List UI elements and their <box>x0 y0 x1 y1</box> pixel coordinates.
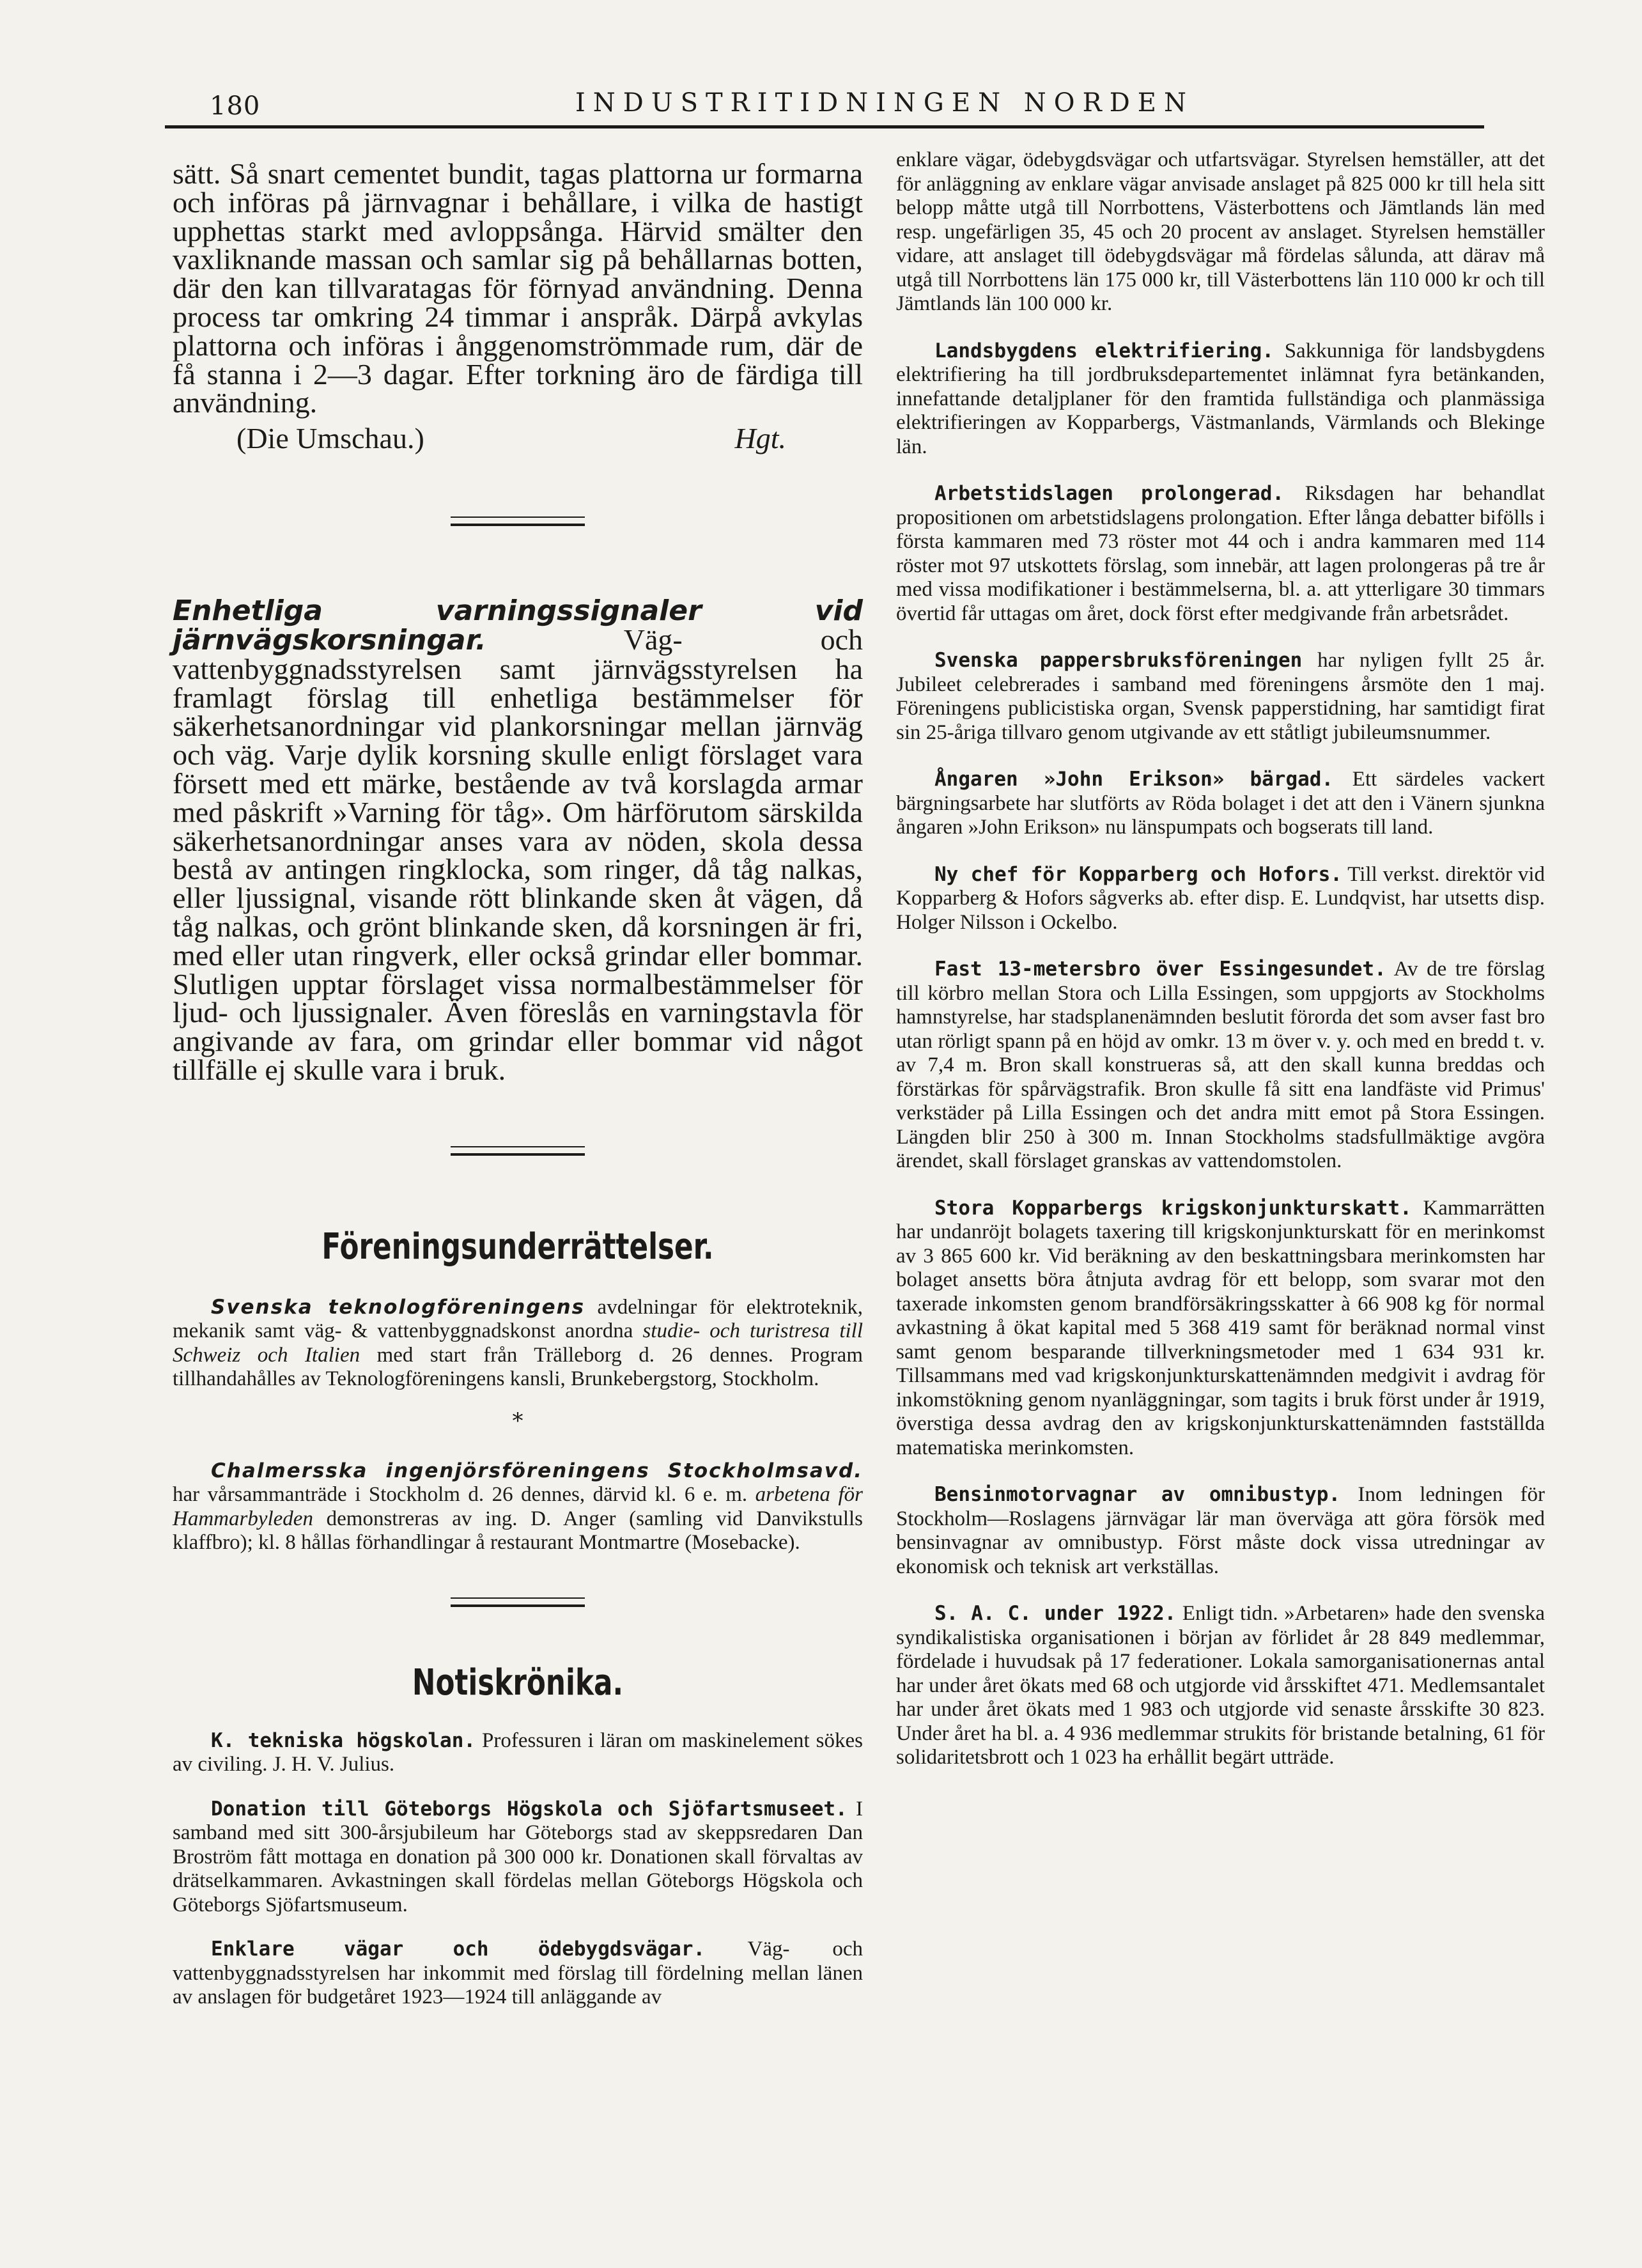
landsbygd-item <box>896 339 1545 460</box>
arbetstid-item <box>896 482 1545 626</box>
enklare-item <box>173 1938 863 2010</box>
enklare-heading: Enklare vägar och ödebygdsvägar. <box>211 1938 706 1961</box>
angaren-text: Ett särdeles vackert bärgningsarbete har slutförts av Röda bolaget i det att den i Vänern sjunkna ångaren »John Erikson» nu länspumpats och bogserats till land. <box>896 768 1545 839</box>
teknolog-heading: Svenska teknologföreningens <box>211 1295 585 1319</box>
sac-item <box>896 1602 1545 1770</box>
fastbro-text: Av de tre förslag till körbro mellan Stora och Lilla Essingen, som uppgjorts av Stockholms hamnstyrelse, har stadsplanenämnden beslutit förorda det som avser fast bro utan rörligt spann på en höjd av omkr. 13 m över v. y. och med en bredd t. v. av 7,4 m. Bron skall konstrueras så, att den skall kunna breddas och förstärkas för spårvägstrafik. Bron skulle få sitt ena landfäste vid Primus' verkstäder på Lilla Essingen och det andra mitt emot på Stora Essingen. Längden blir 250 à 300 m. Innan Stockholms stadsfullmäktige avgöra ärendet, skall förslaget granskas av vattendomstolen. <box>896 958 1545 1172</box>
ktekniska-text: Professuren i läran om maskinelement sökes av civiling. J. H. V. Julius. <box>173 1728 863 1776</box>
continuation-paragraph: enklare vägar, ödebygdsvägar och utfartsvägar. Styrelsen hemställer, att det för anläggning av enklare vägar anvisade anslaget på 825 000 kr till hela sitt belopp måtte utgå till Norrbottens, Västerbottens och Jämtlands län med resp. ungefärligen 35, 45 och 20 procent av anslaget. Styrelsen hemställer vidare, att anslaget till ödebygdsvägar må fördelas sålunda, att därav må utgå till Norrbottens län 175 000 kr, till Västerbottens län 110 000 kr och till Jämtlands län 100 000 kr. <box>896 148 1545 315</box>
ktekniska-heading: K. tekniska högskolan. <box>211 1728 476 1752</box>
sac-text: Enligt tidn. »Arbetaren» hade den svenska syndikalistiska organisationen i början av förlidet år 28 849 medlemmar, fördelade i huvudsak på 17 federationer. Lokala samorganisationernas antal har under året ökats med 68 och utgjorde vid årsskiftet 471. Medlemsantalet har under året ökats med 1 983 och utgjorde vid senaste årsskifte 30 823. Under året ha bl. a. 4 936 medlemmar strukits för bristande betalning, 61 för solidaritetsbrott och 1 023 ha erhållit begärt utträde. <box>896 1602 1545 1769</box>
right-column <box>896 148 1545 1770</box>
arbetstid-heading: Arbetstidslagen prolongerad. <box>934 482 1285 505</box>
page-number: 180 <box>210 91 261 121</box>
pappers-heading: Svenska pappersbruksföreningen <box>934 649 1303 672</box>
section-divider <box>451 517 585 526</box>
teknolog-text-2: med start från Trälleborg d. 26 dennes. Program tillhandahålles av Teknologföreningens kansli, Brunkebergstorg, Stockholm. <box>173 1343 863 1391</box>
signals-text: Väg- och vattenbyggnadsstyrelsen samt järnvägsstyrelsen ha framlagt förslag till enhetliga bestämmelser för säkerhetsanordningar vid plankorsningar mellan järnväg och väg. Varje dylik korsning skulle enligt förslaget vara försett med ett märke, bestående av två korslagda armar med påskrift »Varning för tåg». Om härförutom särskilda säkerhetsanordningar anses vara av nöden, skola dessa bestå av antingen ringklocka, som ringer, då tåg nalkas, eller ljussignal, visande rött blinkande sken åt vägen, då tåg nalkas, och grönt blinkande sken, då korsningen är fri, med eller utan ringverk, eller också grindar eller bommar. Slutligen upptar förslaget vissa normalbestämmelser för ljud- och ljussignaler. Även föreslås en varningstavla för angivande av fara, om grindar eller bommar vid något tillfälle ej skulle vara i bruk. <box>173 623 863 1086</box>
sac-heading: S. A. C. under 1922. <box>934 1602 1177 1625</box>
chalmers-italic: arbetena för Hammarbyleden <box>173 1483 863 1530</box>
author-signature: Hgt. <box>734 422 786 455</box>
fastbro-item <box>896 958 1545 1174</box>
chalmers-text-2: demonstreras av ing. D. Anger (samling vid Danvikstulls klaffbro); kl. 8 hållas förhandlingar å restaurant Montmartre (Mosebacke). <box>173 1507 863 1555</box>
intro-paragraph: sätt. Så snart cementet bundit, tagas plattorna ur formarna och införas på järnvagnar i behållare, i vilka de hastigt upphettas starkt med avloppsånga. Härvid smälter den vaxliknande massan och samlar sig på behållarnas botten, där den kan tillvaratagas för förnyad användning. Denna process tar omkring 24 timmar i anspråk. Därpå avkylas plattorna och införas i ånggenomströmmade rum, där de få stanna i 2—3 dagar. Efter torkning äro de färdiga till användning. <box>173 157 863 419</box>
stora-heading: Stora Kopparbergs krigskonjunkturskatt. <box>934 1196 1412 1220</box>
arbetstid-text: Riksdagen har behandlat propositionen om arbetstidslagens prolongation. Efter långa debatter bifölls i första kammaren med 73 röster mot 44 och i andra kammaren med 114 röster mot 97 utskottets förslag, som innebär, att lagen prolongeras på tre år med vissa modifikationer i bestämmelserna, bl. a. att ytterligare 30 timmars övertid får uttagas om året, dock först efter medgivande från arbetsrådet. <box>896 482 1545 625</box>
enklare-text: Väg- och vattenbyggnadsstyrelsen har inkommit med förslag till fördelning mellan länen av anslagen för budgetåret 1923—1924 till anläggande av <box>173 1938 864 2009</box>
bensin-text: Inom ledningen för Stockholm—Roslagens järnvägar lär man överväga att göra försök med bensinvagnar av omnibustyp. Först måste dock vissa utredningar av ekonomisk och teknisk art verkställas. <box>896 1483 1545 1578</box>
stora-item <box>896 1197 1545 1461</box>
bensin-heading: Bensinmotorvagnar av omnibustyp. <box>934 1483 1341 1506</box>
notis-title: Notiskrönika. <box>412 1661 624 1704</box>
chalmers-item <box>173 1459 863 1555</box>
source-line <box>173 417 863 455</box>
angaren-item <box>896 768 1545 840</box>
left-column <box>173 157 864 2010</box>
bensin-item <box>896 1483 1545 1579</box>
angaren-heading: Ångaren »John Erikson» bärgad. <box>934 768 1334 791</box>
teknolog-italic: studie- och turistresa till Schweiz och Italien <box>173 1319 863 1367</box>
pappers-text: har nyligen fyllt 25 år. Jubileet celebrerades i samband med föreningens årsmöte den 1 maj. Föreningens publicistiska organ, Svensk papperstidning, har samtidigt firat sin 25-åriga tillvaro genom utgivande av ett ståtligt jubileumsnummer. <box>896 649 1545 744</box>
nychef-heading: Ny chef för Kopparberg och Hofors. <box>934 862 1342 886</box>
donation-heading: Donation till Göteborgs Högskola och Sjöfartsmuseet. <box>211 1797 848 1821</box>
stora-text: Kammarrätten har undanröjt bolagets taxering till krigskonjunkturskatt för en merinkomst av 3 865 600 kr. Vid beräkning av den beskattningsbara merinkomsten har bolaget ansetts böra åtnjuta avdrag för ett belopp, som svarar mot den taxerade inkomsten genom brandförsäkringsskatter à 66 908 kg för normal avkastning å ökat kapital med 5 368 419 samt för beräknad normal vinst samt genom besparande tillverkningsmetoder med 1 634 931 kr. Tillsammans med vad krigskonjunkturskattenämnden medgivit i avdrag för inkomstökning genom nyanläggningar, som tagits i bruk först under år 1919, överstiga dessa avdrag den av krigskonjunkturskattenämnden fastställda matematiska merinkomsten. <box>896 1196 1545 1459</box>
source-citation: (Die Umschau.) <box>236 422 424 455</box>
signals-heading: Enhetliga varningssignaler vid järnvägskorsningar. <box>173 594 863 656</box>
donation-item <box>173 1798 863 1918</box>
section-divider <box>451 1146 585 1156</box>
fastbro-heading: Fast 13-metersbro över Essingesundet. <box>934 958 1386 981</box>
landsbygd-heading: Landsbygdens elektrifiering. <box>934 339 1274 362</box>
item-separator: * <box>512 1408 523 1434</box>
ktekniska-item <box>173 1729 863 1777</box>
signals-article <box>173 596 863 1085</box>
teknolog-item <box>173 1296 863 1392</box>
chalmers-heading: Chalmersska ingenjörsföreningens Stockholmsavd. <box>211 1459 863 1482</box>
journal-title: INDUSTRITIDNINGEN NORDEN <box>575 88 1194 118</box>
landsbygd-text: Sakkunniga för landsbygdens elektrifiering ha till jordbruksdepartementet inlämnat fyra betänkanden, innefattande detaljplaner för den framtida fullständiga och planmässiga elektrifieringen av Kopparbergs, Västmanlands, Värmlands och Blekinge län. <box>896 339 1545 458</box>
section-divider <box>451 1597 585 1607</box>
nychef-text: Till verkst. direktör vid Kopparberg & Hofors sågverks ab. efter disp. E. Lundqvist, har utsetts disp. Holger Nilsson i Ockelbo. <box>896 862 1545 934</box>
donation-text: I samband med sitt 300-årsjubileum har Göteborgs stad av skeppsredaren Dan Broström fått mottaga en donation på 300 000 kr. Donationen skall förvaltas av drätselkammaren. Avkastningen skall fördelas mellan Göteborgs Högskola och Göteborgs Sjöfartsmuseum. <box>173 1797 863 1916</box>
header-rule <box>165 125 1484 128</box>
teknolog-text: avdelningar för elektroteknik, mekanik samt väg- & vattenbyggnadskonst anordna <box>173 1295 863 1343</box>
foreningar-title: Föreningsunderrättelser. <box>321 1225 714 1268</box>
pappers-item <box>896 649 1545 745</box>
chalmers-text: har vårsammanträde i Stockholm d. 26 dennes, därvid kl. 6 e. m. <box>173 1483 748 1507</box>
nychef-item <box>896 863 1545 935</box>
